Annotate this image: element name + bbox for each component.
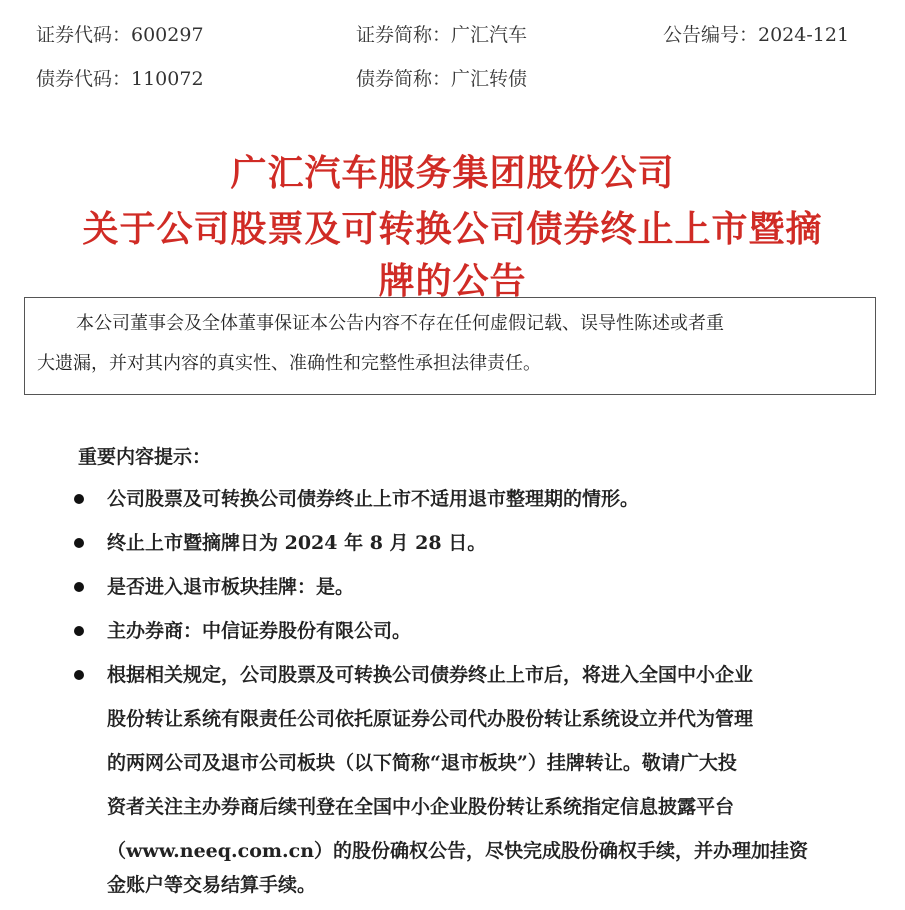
bullet-icon — [74, 494, 84, 504]
document-title-line-2: 关于公司股票及可转换公司债券终止上市暨摘 — [82, 209, 823, 250]
key-point-5-line-1: 根据相关规定，公司股票及可转换公司债券终止上市后，将进入全国中小企业 — [107, 664, 754, 686]
disclaimer-line-2: 大遗漏，并对其内容的真实性、准确性和完整性承担法律责任。 — [37, 353, 541, 374]
bullet-icon — [74, 670, 84, 680]
stock-code: 证券代码：600297 — [36, 24, 204, 46]
key-point-3: 是否进入退市板块挂牌：是。 — [107, 576, 355, 598]
disclaimer-box — [24, 297, 876, 395]
key-point-5-line-3: 的两网公司及退市公司板块（以下简称“退市板块”）挂牌转让。敬请广大投 — [107, 752, 737, 774]
header-row-1 — [0, 20, 905, 50]
key-point-5-line-5: （www.neeq.com.cn）的股份确权公告，尽快完成股份确权手续，并办理加挂资 — [107, 840, 809, 862]
bond-code: 债券代码：110072 — [36, 68, 204, 90]
key-point-1: 公司股票及可转换公司债券终止上市不适用退市整理期的情形。 — [107, 488, 640, 510]
bullet-icon — [74, 538, 84, 548]
bond-name: 债券简称：广汇转债 — [356, 68, 528, 90]
bullet-icon — [74, 626, 84, 636]
key-points-heading: 重要内容提示： — [78, 446, 212, 468]
document-title-line-1: 广汇汽车服务集团股份公司 — [230, 153, 675, 194]
bullet-icon — [74, 582, 84, 592]
key-point-4: 主办券商：中信证券股份有限公司。 — [107, 620, 412, 642]
header-row-2 — [0, 64, 905, 94]
key-point-5-line-6: 金账户等交易结算手续。 — [107, 874, 317, 896]
stock-name: 证券简称：广汇汽车 — [356, 24, 528, 46]
document-title-line-3: 牌的公告 — [378, 261, 527, 302]
key-point-5-line-4: 资者关注主办券商后续刊登在全国中小企业股份转让系统指定信息披露平台 — [107, 796, 735, 818]
disclaimer-line-1: 本公司董事会及全体董事保证本公告内容不存在任何虚假记载、误导性陈述或者重 — [76, 313, 724, 334]
key-point-2: 终止上市暨摘牌日为 2024 年 8 月 28 日。 — [107, 532, 487, 554]
key-point-5-line-2: 股份转让系统有限责任公司依托原证券公司代办股份转让系统设立并代为管理 — [107, 708, 754, 730]
announcement-number: 公告编号：2024-121 — [663, 24, 850, 46]
